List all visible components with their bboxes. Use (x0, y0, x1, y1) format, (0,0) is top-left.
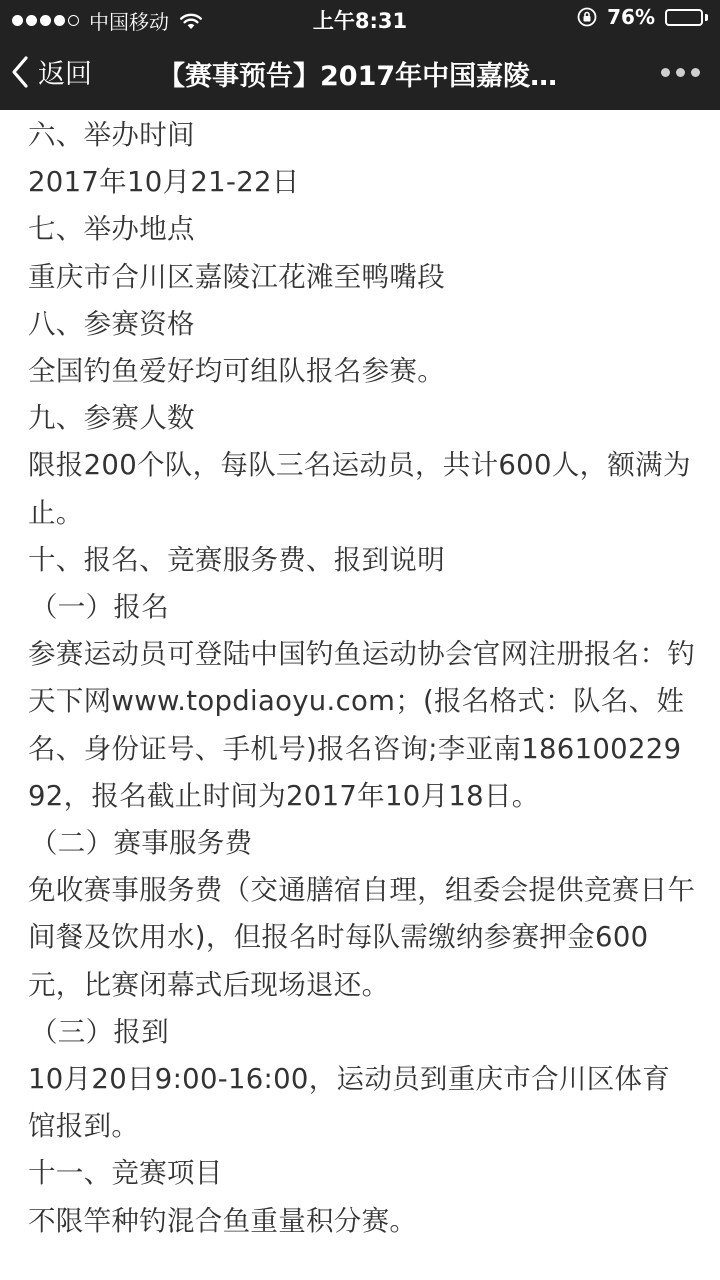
section-heading: 九、参赛人数 (28, 402, 195, 435)
section-heading: 七、举办地点 (28, 213, 195, 246)
paragraph: 不限竿种钓混合鱼重量积分赛。 (28, 1204, 418, 1237)
more-icon[interactable] (661, 68, 700, 77)
page-title: 【赛事预告】2017年中国嘉陵… (158, 61, 558, 92)
paragraph: 10月20日9:00-16:00，运动员到重庆市合川区体育馆报到。 (28, 1063, 671, 1143)
battery-icon (665, 9, 708, 26)
subsection-heading: （一）报名 (30, 591, 169, 624)
section-heading: 六、举办时间 (28, 119, 195, 151)
carrier-name: 中国移动 (89, 10, 169, 34)
top-bar (0, 0, 720, 110)
section-heading: 十、报名、竞赛服务费、报到说明 (28, 543, 445, 576)
status-bar (0, 0, 720, 36)
subsection-heading: （三）报到 (30, 1015, 169, 1048)
paragraph: 参赛运动员可登陆中国钓鱼运动协会官网注册报名：钓天下网www.topdiaoyu.com；(报名格式：队名、姓名、身份证号、手机号)报名咨询;李亚南18610022992，报名截止时间为2017年10月18日。 (28, 638, 696, 812)
article-body (28, 112, 696, 1245)
paragraph: 免收赛事服务费（交通膳宿自理，组委会提供竞赛日午间餐及饮用水)，但报名时每队需缴纳参赛押金600元，比赛闭幕式后现场退还。 (28, 874, 696, 1001)
chevron-left-icon (10, 55, 30, 89)
section-heading: 八、参赛资格 (28, 307, 195, 340)
subsection-heading: （二）赛事服务费 (30, 827, 253, 860)
navigation-bar (0, 40, 720, 108)
status-right (577, 5, 708, 29)
orientation-lock-icon (577, 7, 597, 27)
paragraph: 限报200个队，每队三名运动员，共计600人，额满为止。 (28, 449, 691, 529)
status-time: 上午8:31 (312, 9, 408, 33)
paragraph: 2017年10月21-22日 (28, 166, 300, 199)
back-button[interactable] (10, 52, 92, 91)
paragraph: 全国钓鱼爱好均可组队报名参赛。 (28, 355, 445, 388)
section-heading: 十一、竞赛项目 (28, 1157, 223, 1190)
paragraph: 重庆市合川区嘉陵江花滩至鸭嘴段 (28, 260, 445, 293)
back-label: 返回 (38, 59, 92, 90)
battery-percent: 76% (607, 5, 655, 29)
